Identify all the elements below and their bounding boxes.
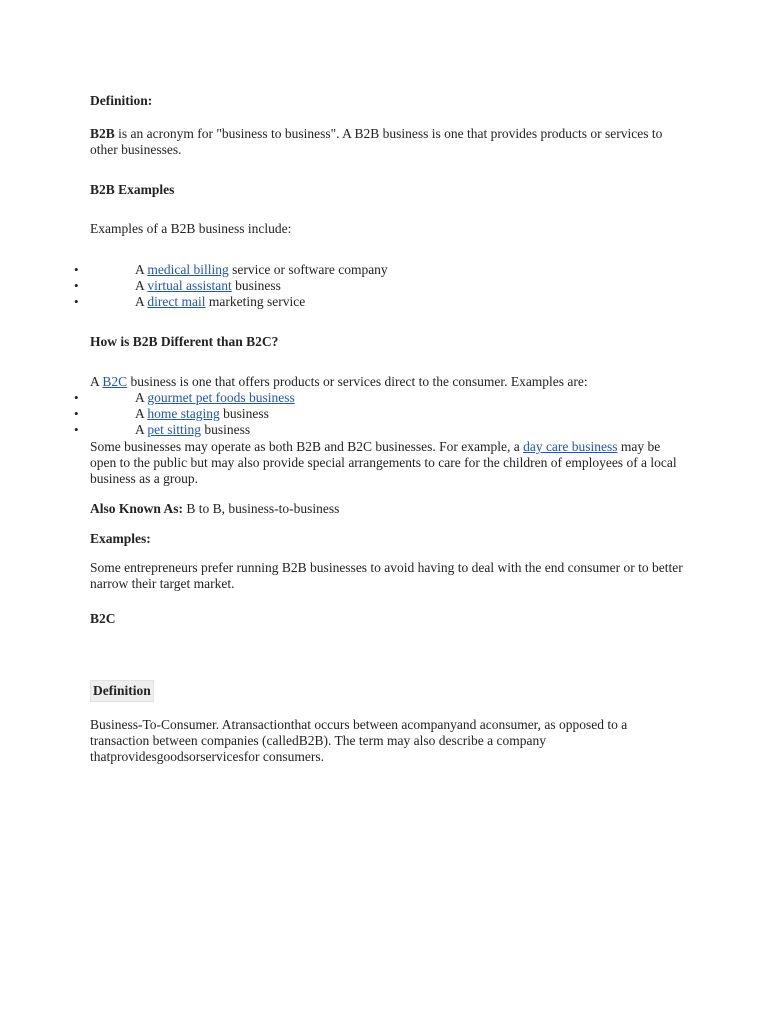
list-item-suffix: business [201,422,251,437]
list-item [0,422,700,438]
bullet-icon: • [74,294,79,309]
link-gourmet-pet-foods[interactable]: gourmet pet foods business [147,390,295,405]
list-item-suffix: marketing service [205,294,306,309]
list-item-suffix: service or software company [228,262,388,277]
b2c-definition-label-wrap [90,680,690,702]
both-suffix: may be open to the public but may also provide special arrangements to care for the children of employees of a local business as a group. [90,439,677,486]
list-item-prefix: A [135,390,148,405]
b2c-intro-paragraph [90,374,710,390]
list-item [0,294,700,310]
b2b-intro-paragraph [90,126,690,158]
definition-heading: Definition: [90,93,153,108]
bullet-icon: • [74,390,79,405]
list-item-prefix: A [135,406,148,421]
b2b-examples-heading: B2B Examples [90,182,175,197]
link-pet-sitting[interactable]: pet sitting [147,422,202,437]
link-medical-billing[interactable]: medical billing [147,262,229,277]
link-b2c[interactable]: B2C [102,374,128,389]
link-day-care-business[interactable]: day care business [523,439,618,454]
bullet-icon: • [74,406,79,421]
link-virtual-assistant[interactable]: virtual assistant [147,278,232,293]
list-item [0,262,700,278]
aka-value: B to B, business-to-business [183,501,340,516]
bullet-icon: • [74,422,79,437]
b2c-definition-label: Definition [90,680,154,702]
b2c-intro-suffix: business is one that offers products or services direct to the consumer. Examples are: [127,374,588,389]
also-known-as [90,501,690,517]
examples-label: Examples: [90,531,151,546]
b2c-intro-prefix: A [90,374,103,389]
difference-heading: How is B2B Different than B2C? [90,334,279,349]
list-item-suffix: business [231,278,281,293]
link-direct-mail[interactable]: direct mail [147,294,206,309]
list-item [0,278,700,294]
list-item [0,390,700,406]
b2b-intro-text: is an acronym for "business to business". A B2B business is one that provides products or services to other businesses. [90,126,663,157]
list-item-prefix: A [135,294,148,309]
b2c-definition-paragraph: Business-To-Consumer. Atransactionthat occurs between acompanyand aconsumer, as opposed to a transaction between companies (calledB2B). The term may also describe a company thatprovidesgoodsorservicesfor consumers. [90,717,628,764]
list-item [0,406,700,422]
b2c-heading: B2C [90,611,116,626]
examples-paragraph: Some entrepreneurs prefer running B2B businesses to avoid having to deal with the end consumer or to better narrow their target market. [90,560,683,591]
list-item-prefix: A [135,262,148,277]
both-paragraph [90,439,680,487]
aka-label: Also Known As: [90,501,184,516]
b2b-term: B2B [90,126,115,141]
bullet-icon: • [74,262,79,277]
list-item-prefix: A [135,422,148,437]
link-home-staging[interactable]: home staging [147,406,220,421]
bullet-icon: • [74,278,79,293]
b2b-examples-intro: Examples of a B2B business include: [90,221,292,236]
list-item-prefix: A [135,278,148,293]
list-item-suffix: business [219,406,269,421]
both-prefix: Some businesses may operate as both B2B and B2C businesses. For example, a [90,439,524,454]
